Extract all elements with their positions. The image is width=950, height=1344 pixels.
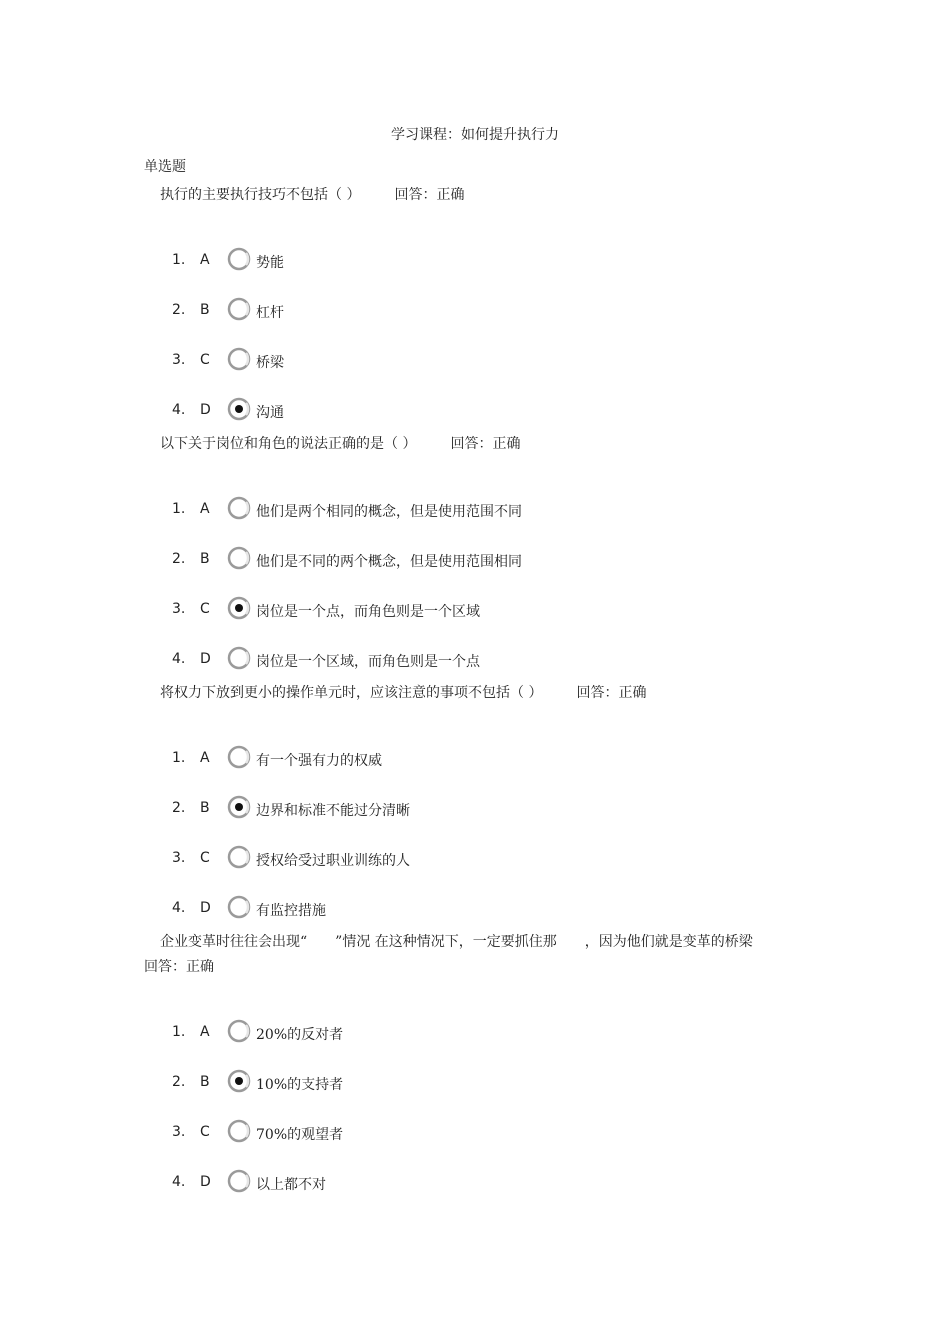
option-row[interactable]	[0, 595, 700, 625]
question-text	[144, 930, 784, 980]
option-row[interactable]	[0, 1168, 700, 1198]
option-number: 2.	[172, 551, 186, 567]
option-letter: A	[200, 252, 210, 268]
answer-result: 回答：正确	[144, 959, 214, 975]
option-number: 4.	[172, 651, 186, 667]
option-letter: C	[200, 601, 210, 617]
option-row[interactable]	[0, 645, 700, 675]
option-number: 1.	[172, 750, 186, 766]
option-letter: D	[200, 1174, 211, 1190]
option-row[interactable]	[0, 396, 700, 426]
option-number: 4.	[172, 900, 186, 916]
option-row[interactable]	[0, 246, 700, 276]
option-row[interactable]	[0, 545, 700, 575]
section-label: 单选题	[144, 159, 186, 175]
option-row[interactable]	[0, 894, 700, 924]
radio-button[interactable]	[227, 1169, 251, 1193]
option-number: 1.	[172, 252, 186, 268]
option-text: 杠杆	[256, 305, 284, 321]
option-number: 2.	[172, 800, 186, 816]
answer-result: 回答：正确	[576, 685, 647, 701]
page-title: 学习课程：如何提升执行力	[391, 127, 559, 143]
option-text: 有一个强有力的权威	[256, 753, 382, 769]
option-row[interactable]	[0, 1118, 700, 1148]
option-letter: D	[200, 651, 211, 667]
option-text: 他们是不同的两个概念，但是使用范围相同	[256, 554, 522, 570]
option-row[interactable]	[0, 744, 700, 774]
radio-button-selected[interactable]	[227, 596, 251, 620]
option-letter: C	[200, 1124, 210, 1140]
radio-button[interactable]	[227, 1119, 251, 1143]
option-row[interactable]	[0, 844, 700, 874]
option-number: 3.	[172, 850, 186, 866]
option-text: 沟通	[256, 405, 284, 421]
option-number: 2.	[172, 302, 186, 318]
radio-button-selected[interactable]	[227, 1069, 251, 1093]
radio-button[interactable]	[227, 546, 251, 570]
answer-result: 回答：正确	[394, 187, 465, 203]
option-text: 以上都不对	[256, 1177, 326, 1193]
question-text	[160, 184, 464, 204]
option-number: 2.	[172, 1074, 186, 1090]
option-text: 边界和标准不能过分清晰	[256, 803, 410, 819]
question-prompt: 企业变革时往往会出现“ ”情况 在这种情况下，一定要抓住那 ，因为他们就是变革的桥梁	[160, 934, 753, 950]
option-text: 授权给受过职业训练的人	[256, 853, 410, 869]
option-letter: A	[200, 1024, 210, 1040]
option-letter: B	[200, 1074, 210, 1090]
option-text: 势能	[256, 255, 284, 271]
option-row[interactable]	[0, 296, 700, 326]
option-letter: A	[200, 750, 210, 766]
option-row[interactable]	[0, 495, 700, 525]
option-text: 岗位是一个区域，而角色则是一个点	[256, 654, 480, 670]
radio-button[interactable]	[227, 496, 251, 520]
answer-result: 回答：正确	[450, 436, 521, 452]
radio-button-selected[interactable]	[227, 795, 251, 819]
option-letter: C	[200, 850, 210, 866]
radio-button[interactable]	[227, 895, 251, 919]
radio-button-selected[interactable]	[227, 397, 251, 421]
option-row[interactable]	[0, 794, 700, 824]
option-number: 3.	[172, 352, 186, 368]
option-letter: D	[200, 402, 211, 418]
question-prompt: 将权力下放到更小的操作单元时，应该注意的事项不包括（ ）	[160, 685, 543, 701]
option-letter: B	[200, 551, 210, 567]
radio-button[interactable]	[227, 297, 251, 321]
option-text: 他们是两个相同的概念，但是使用范围不同	[256, 504, 522, 520]
radio-button[interactable]	[227, 1019, 251, 1043]
question-prompt: 以下关于岗位和角色的说法正确的是（ ）	[160, 436, 417, 452]
radio-button[interactable]	[227, 247, 251, 271]
option-number: 3.	[172, 601, 186, 617]
option-letter: C	[200, 352, 210, 368]
option-row[interactable]	[0, 1068, 700, 1098]
option-text: 20%的反对者	[256, 1027, 344, 1043]
option-number: 3.	[172, 1124, 186, 1140]
radio-button[interactable]	[227, 845, 251, 869]
option-number: 4.	[172, 1174, 186, 1190]
question-text	[160, 682, 646, 702]
question-text	[160, 433, 520, 453]
option-text: 桥梁	[256, 355, 284, 371]
option-number: 1.	[172, 501, 186, 517]
option-text: 岗位是一个点，而角色则是一个区域	[256, 604, 480, 620]
option-text: 70%的观望者	[256, 1127, 344, 1143]
option-row[interactable]	[0, 346, 700, 376]
option-number: 1.	[172, 1024, 186, 1040]
option-row[interactable]	[0, 1018, 700, 1048]
option-letter: B	[200, 302, 210, 318]
option-letter: D	[200, 900, 211, 916]
radio-button[interactable]	[227, 646, 251, 670]
option-text: 10%的支持者	[256, 1077, 344, 1093]
option-letter: B	[200, 800, 210, 816]
question-prompt: 执行的主要执行技巧不包括（ ）	[160, 187, 361, 203]
option-number: 4.	[172, 402, 186, 418]
radio-button[interactable]	[227, 347, 251, 371]
option-letter: A	[200, 501, 210, 517]
radio-button[interactable]	[227, 745, 251, 769]
option-text: 有监控措施	[256, 903, 326, 919]
